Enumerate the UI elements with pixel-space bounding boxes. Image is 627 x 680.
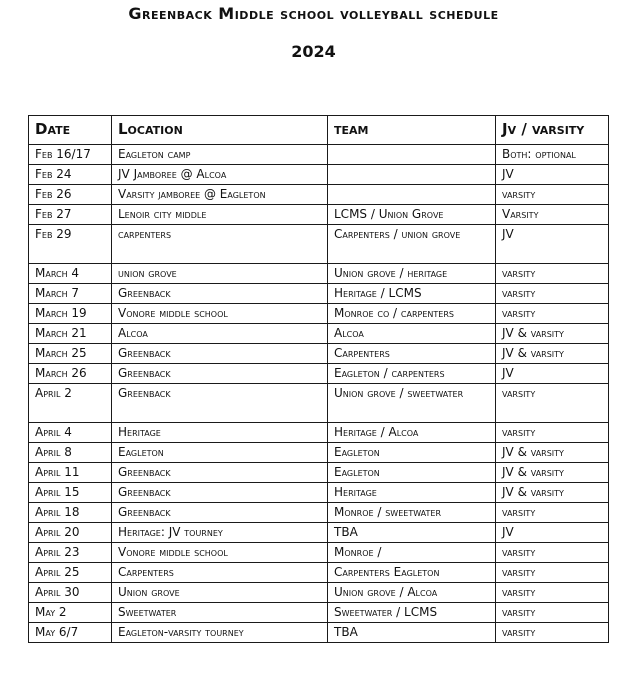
cell-team: Carpenters Eagleton bbox=[328, 563, 496, 583]
table-row bbox=[29, 225, 609, 264]
schedule-year: 2024 bbox=[291, 42, 336, 61]
cell-level: Varsity bbox=[496, 205, 609, 225]
cell-team: TBA bbox=[328, 623, 496, 643]
table-row bbox=[29, 145, 609, 165]
cell-team: Alcoa bbox=[328, 324, 496, 344]
cell-level: varsity bbox=[496, 543, 609, 563]
cell-level: JV bbox=[496, 364, 609, 384]
cell-team: Eagleton bbox=[328, 463, 496, 483]
cell-date: April 20 bbox=[29, 523, 112, 543]
cell-date: May 6/7 bbox=[29, 623, 112, 643]
cell-team bbox=[328, 165, 496, 185]
cell-date: April 8 bbox=[29, 443, 112, 463]
cell-level: varsity bbox=[496, 583, 609, 603]
cell-date: Feb 29 bbox=[29, 225, 112, 264]
table-row bbox=[29, 543, 609, 563]
cell-location: Greenback bbox=[112, 503, 328, 523]
cell-location: Greenback bbox=[112, 284, 328, 304]
cell-level: varsity bbox=[496, 563, 609, 583]
cell-team: Monroe / bbox=[328, 543, 496, 563]
cell-location: Eagleton bbox=[112, 443, 328, 463]
cell-date: April 25 bbox=[29, 563, 112, 583]
table-row bbox=[29, 563, 609, 583]
column-header-team: team bbox=[328, 116, 496, 145]
table-row bbox=[29, 364, 609, 384]
table-row bbox=[29, 583, 609, 603]
cell-team: Union grove / Alcoa bbox=[328, 583, 496, 603]
cell-date: April 4 bbox=[29, 423, 112, 443]
cell-team bbox=[328, 145, 496, 165]
table-row bbox=[29, 205, 609, 225]
table-header-row bbox=[29, 116, 609, 145]
cell-team: Sweetwater / LCMS bbox=[328, 603, 496, 623]
table-row bbox=[29, 603, 609, 623]
cell-level: varsity bbox=[496, 623, 609, 643]
cell-date: Feb 27 bbox=[29, 205, 112, 225]
cell-level: varsity bbox=[496, 304, 609, 324]
cell-location: Greenback bbox=[112, 364, 328, 384]
cell-date: March 26 bbox=[29, 364, 112, 384]
cell-location: Heritage: JV tourney bbox=[112, 523, 328, 543]
cell-level: JV bbox=[496, 523, 609, 543]
cell-date: Feb 16/17 bbox=[29, 145, 112, 165]
cell-team: LCMS / Union Grove bbox=[328, 205, 496, 225]
column-header-date: Date bbox=[29, 116, 112, 145]
cell-date: March 19 bbox=[29, 304, 112, 324]
table-row bbox=[29, 423, 609, 443]
cell-level: varsity bbox=[496, 264, 609, 284]
cell-location: Greenback bbox=[112, 463, 328, 483]
table-row bbox=[29, 523, 609, 543]
cell-location: carpenters bbox=[112, 225, 328, 264]
cell-location: Eagleton camp bbox=[112, 145, 328, 165]
cell-team: Carpenters / union grove bbox=[328, 225, 496, 264]
cell-team bbox=[328, 185, 496, 205]
table-row bbox=[29, 623, 609, 643]
cell-level: varsity bbox=[496, 284, 609, 304]
cell-level: varsity bbox=[496, 185, 609, 205]
cell-location: JV Jamboree @ Alcoa bbox=[112, 165, 328, 185]
column-header-level: Jv / varsity bbox=[496, 116, 609, 145]
table-row bbox=[29, 185, 609, 205]
cell-date: March 25 bbox=[29, 344, 112, 364]
table-row bbox=[29, 284, 609, 304]
cell-team: Heritage / Alcoa bbox=[328, 423, 496, 443]
cell-team: Heritage bbox=[328, 483, 496, 503]
cell-location: Greenback bbox=[112, 483, 328, 503]
table-row bbox=[29, 264, 609, 284]
cell-date: April 23 bbox=[29, 543, 112, 563]
cell-level: varsity bbox=[496, 423, 609, 443]
cell-level: varsity bbox=[496, 384, 609, 423]
page-title: Greenback Middle school volleyball schedule bbox=[128, 4, 499, 23]
cell-date: Feb 26 bbox=[29, 185, 112, 205]
cell-date: April 30 bbox=[29, 583, 112, 603]
cell-location: Union grove bbox=[112, 583, 328, 603]
table-row bbox=[29, 324, 609, 344]
cell-level: JV & varsity bbox=[496, 443, 609, 463]
cell-level: JV & varsity bbox=[496, 324, 609, 344]
cell-team: Heritage / LCMS bbox=[328, 284, 496, 304]
cell-location: Vonore middle school bbox=[112, 304, 328, 324]
schedule-table bbox=[28, 115, 609, 643]
cell-location: Heritage bbox=[112, 423, 328, 443]
cell-level: varsity bbox=[496, 503, 609, 523]
cell-location: Greenback bbox=[112, 384, 328, 423]
cell-location: Lenoir city middle bbox=[112, 205, 328, 225]
cell-date: April 15 bbox=[29, 483, 112, 503]
table-row bbox=[29, 503, 609, 523]
cell-level: varsity bbox=[496, 603, 609, 623]
cell-location: Greenback bbox=[112, 344, 328, 364]
cell-location: Carpenters bbox=[112, 563, 328, 583]
cell-location: Varsity jamboree @ Eagleton bbox=[112, 185, 328, 205]
cell-team: TBA bbox=[328, 523, 496, 543]
cell-level: Both: optional bbox=[496, 145, 609, 165]
cell-date: April 11 bbox=[29, 463, 112, 483]
cell-location: Alcoa bbox=[112, 324, 328, 344]
cell-team: Monroe co / carpenters bbox=[328, 304, 496, 324]
cell-location: Sweetwater bbox=[112, 603, 328, 623]
cell-level: JV bbox=[496, 225, 609, 264]
cell-team: Eagleton bbox=[328, 443, 496, 463]
table-row bbox=[29, 463, 609, 483]
table-row bbox=[29, 483, 609, 503]
cell-team: Eagleton / carpenters bbox=[328, 364, 496, 384]
table-row bbox=[29, 165, 609, 185]
cell-level: JV & varsity bbox=[496, 344, 609, 364]
cell-team: Carpenters bbox=[328, 344, 496, 364]
cell-date: March 4 bbox=[29, 264, 112, 284]
column-header-location: Location bbox=[112, 116, 328, 145]
cell-date: April 18 bbox=[29, 503, 112, 523]
cell-team: Union grove / sweetwater bbox=[328, 384, 496, 423]
cell-location: union grove bbox=[112, 264, 328, 284]
table-row bbox=[29, 344, 609, 364]
cell-date: March 21 bbox=[29, 324, 112, 344]
cell-level: JV bbox=[496, 165, 609, 185]
table-row bbox=[29, 443, 609, 463]
cell-date: Feb 24 bbox=[29, 165, 112, 185]
table-row bbox=[29, 384, 609, 423]
cell-date: March 7 bbox=[29, 284, 112, 304]
cell-level: JV & varsity bbox=[496, 463, 609, 483]
cell-location: Vonore middle school bbox=[112, 543, 328, 563]
cell-level: JV & varsity bbox=[496, 483, 609, 503]
cell-team: Monroe / sweetwater bbox=[328, 503, 496, 523]
cell-date: May 2 bbox=[29, 603, 112, 623]
cell-location: Eagleton-varsity tourney bbox=[112, 623, 328, 643]
cell-team: Union grove / heritage bbox=[328, 264, 496, 284]
table-row bbox=[29, 304, 609, 324]
cell-date: April 2 bbox=[29, 384, 112, 423]
